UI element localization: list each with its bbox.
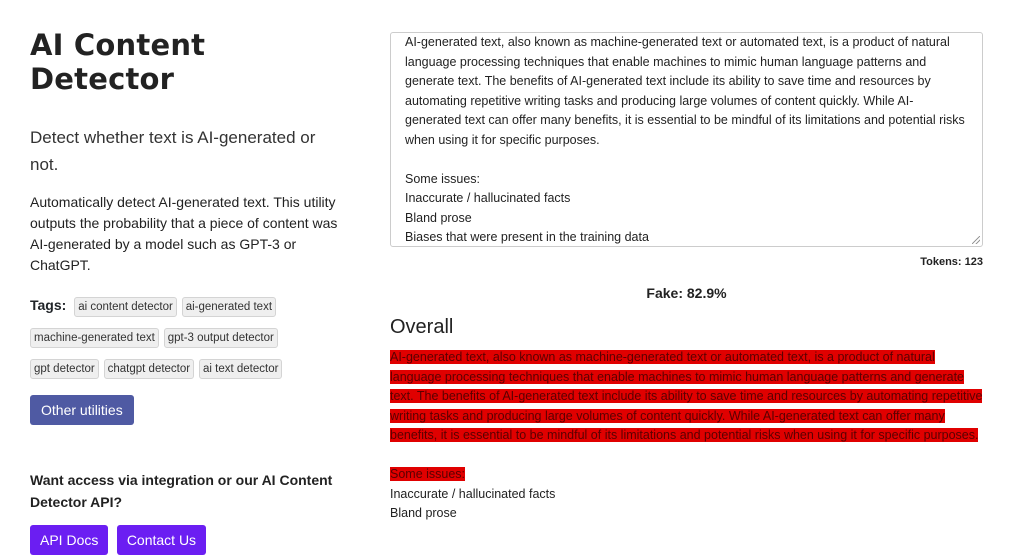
tag[interactable]: gpt detector (30, 359, 99, 379)
tag[interactable]: gpt-3 output detector (164, 328, 278, 348)
tags-section (30, 292, 340, 385)
highlighted-text: AI-generated text, also known as machine-generated text or automated text, is a product of natural language processing techniques that enable machines to mimic human language patterns and generate text. The benefits of AI-generated text include its ability to save time and resources by automating repetitive writing tasks and producing large volumes of content quickly. While AI-generated text can offer many benefits, it is essential to be mindful of its limitations and potential risks when using it for specific purposes. (390, 350, 983, 442)
overall-heading: Overall (390, 316, 454, 338)
highlighted-text: Some issues: (390, 467, 466, 481)
tag[interactable]: chatgpt detector (104, 359, 194, 379)
contact-us-button[interactable]: Contact Us (117, 525, 206, 555)
result-gap (390, 446, 983, 466)
other-utilities-button[interactable]: Other utilities (30, 395, 134, 425)
overall-result (390, 348, 983, 524)
tag[interactable]: ai text detector (199, 359, 282, 379)
left-panel (30, 28, 340, 555)
cta-row (30, 525, 340, 555)
input-line: Biases that were present in the training data (405, 230, 649, 244)
page-title: AI Content Detector (30, 28, 206, 96)
api-docs-button[interactable]: API Docs (30, 525, 108, 555)
fake-score: Fake: 82.9% (646, 285, 727, 301)
page-description: Automatically detect AI-generated text. This utility outputs the probability that a piece of content was AI-generated by a model such as GPT-3 or ChatGPT. (30, 194, 338, 273)
tags-label: Tags: (30, 297, 67, 313)
right-panel (390, 32, 983, 524)
input-line: Some issues: (405, 171, 481, 186)
tag[interactable]: ai content detector (74, 297, 177, 317)
plain-text: Inaccurate / hallucinated facts (390, 486, 556, 501)
tag[interactable]: ai-generated text (182, 297, 276, 317)
input-line: Inaccurate / hallucinated facts (405, 191, 571, 205)
tag[interactable]: machine-generated text (30, 328, 159, 348)
text-input[interactable] (390, 32, 983, 247)
input-gap (405, 150, 968, 170)
input-line: Bland prose (405, 210, 472, 225)
page-subtitle: Detect whether text is AI-generated or not. (30, 128, 316, 174)
input-paragraph: AI-generated text, also known as machine-generated text or automated text, is a product of natural language processing techniques that enable machines to mimic human language patterns and generate text. The benefits of AI-generated text include its ability to save time and resources by automating repetitive writing tasks and producing large volumes of content quickly. While AI-generated text can offer many benefits, it is essential to be mindful of its limitations and potential risks when using it for specific purposes. (405, 35, 965, 147)
integration-prompt: Want access via integration or our AI Content Detector API? (30, 472, 333, 510)
plain-text: Bland prose (390, 506, 457, 520)
token-count: Tokens: 123 (920, 256, 983, 268)
resize-handle-icon[interactable] (972, 236, 980, 244)
